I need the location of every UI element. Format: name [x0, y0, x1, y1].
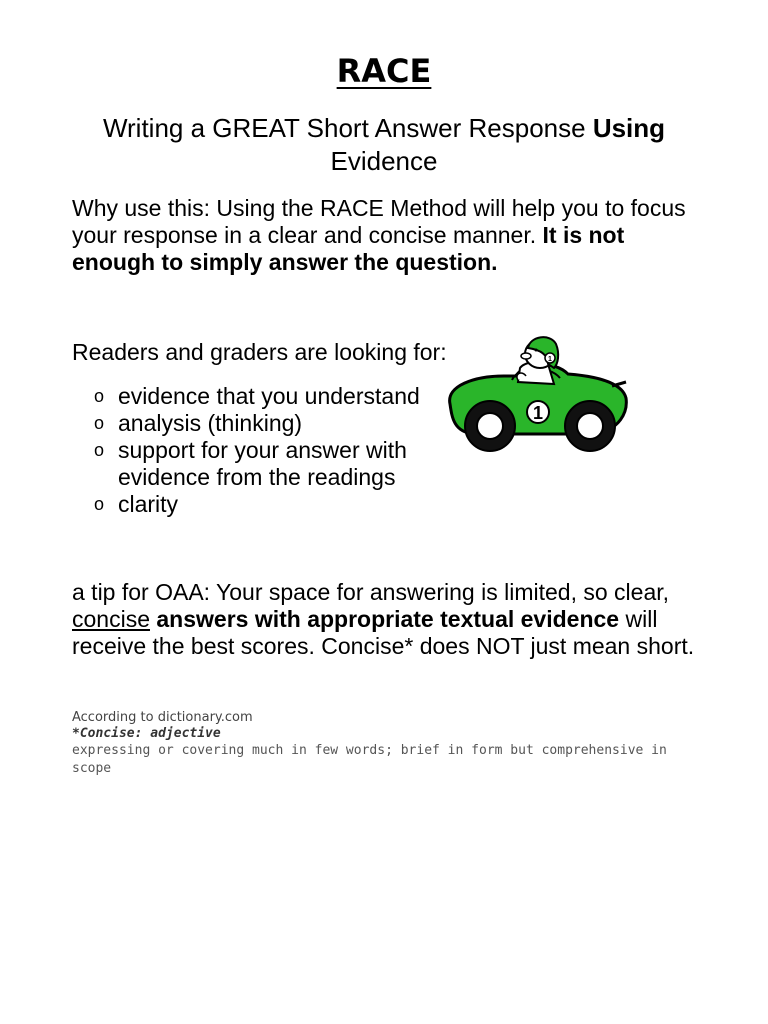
list-item: o clarity — [94, 491, 179, 517]
race-car-icon — [444, 334, 630, 456]
list-item: o analysis (thinking) — [94, 410, 303, 436]
bullet-marker: o — [94, 413, 105, 433]
list-item: o evidence that you understand — [94, 383, 420, 409]
footnote-source: According to dictionary.com — [72, 710, 253, 725]
subtitle: Writing a GREAT Short Answer Response Using Evidence — [102, 113, 666, 176]
footnote-definition: expressing or covering much in few words; brief in form but comprehensive in scope — [72, 743, 667, 776]
footnote-term: *Concise: adjective — [72, 726, 221, 741]
page-title: RACE — [336, 52, 432, 90]
bullet-marker: o — [94, 494, 105, 514]
car-number: 1 — [532, 403, 544, 423]
tip-paragraph: a tip for OAA: Your space for answering is limited, so clear, concise answers with appropriate textual evidence will receive the best scores. Concise* does NOT just mean short. — [72, 579, 695, 659]
list-item: o support for your answer with evidence from the readings — [94, 437, 407, 490]
svg-text:1: 1 — [548, 356, 552, 363]
why-paragraph: Why use this: Using the RACE Method will help you to focus your response in a clear and concise manner. It is not enough to simply answer the question. — [72, 195, 686, 275]
criteria-list — [72, 383, 442, 518]
bullet-marker: o — [94, 440, 105, 460]
bullet-marker: o — [94, 386, 105, 406]
readers-heading: Readers and graders are looking for: — [72, 339, 447, 365]
